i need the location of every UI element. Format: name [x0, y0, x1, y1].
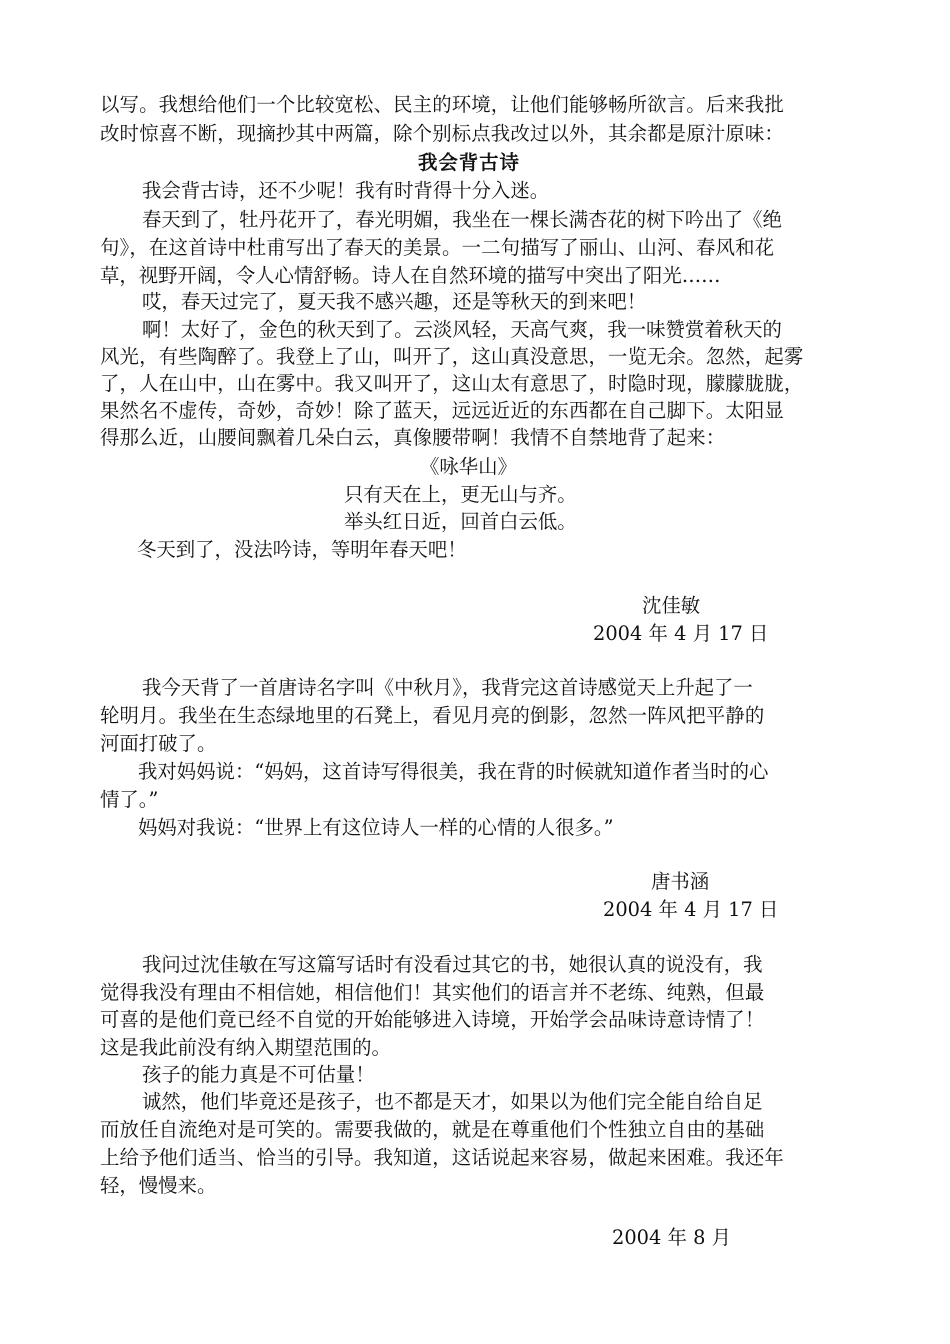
intro-line: 以写。我想给他们一个比较宽松、民主的环境，让他们能够畅所欲言。后来我批: [100, 93, 784, 116]
essay-line: 哎，春天过完了，夏天我不感兴趣，还是等秋天的到来吧！: [142, 290, 647, 313]
essay-title: 我会背古诗: [418, 151, 520, 174]
outro-line: 可喜的是他们竟已经不自觉的开始能够进入诗境，开始学会品味诗意诗情了！: [100, 1008, 765, 1031]
poem-line: 举头红日近，回首白云低。: [344, 510, 577, 533]
author-signature: 沈佳敏: [642, 594, 701, 617]
author-signature: 唐书涵: [651, 870, 710, 893]
outro-line: 而放任自流绝对是可笑的。需要我做的，就是在尊重他们个性独立自由的基础: [100, 1118, 765, 1141]
author-date: 2004 年 4 月 17 日: [603, 898, 779, 921]
essay-line: 妈妈对我说：“世界上有这位诗人一样的心情的人很多。”: [138, 816, 614, 839]
essay-line: 风光，有些陶醉了。我登上了山，叫开了，这山真没意思，一览无余。忽然，起雾: [100, 345, 804, 368]
essay-line: 句》，在这首诗中杜甫写出了春天的美景。一二句描写了丽山、山河、春风和花: [100, 236, 775, 259]
essay-line: 草，视野开阔，令人心情舒畅。诗人在自然环境的描写中突出了阳光……: [100, 264, 721, 287]
essay-line: 果然名不虚传，奇妙，奇妙！除了蓝天，远远近近的东西都在自己脚下。太阳显: [100, 399, 784, 422]
essay-line: 河面打破了。: [100, 732, 217, 755]
outro-line: 孩子的能力真是不可估量！: [142, 1063, 375, 1086]
final-date: 2004 年 8 月: [612, 1226, 731, 1249]
essay-line: 我今天背了一首唐诗名字叫《中秋月》，我背完这首诗感觉天上升起了一: [142, 676, 753, 699]
essay-line: 了，人在山中，山在雾中。我又叫开了，这山太有意思了，时隐时现，朦朦胧胧，: [100, 372, 804, 395]
outro-line: 我问过沈佳敏在写这篇写话时有没看过其它的书，她很认真的说没有，我: [142, 953, 763, 976]
outro-line: 觉得我没有理由不相信她，相信他们！其实他们的语言并不老练、纯熟，但最: [100, 981, 765, 1004]
essay-line: 我对妈妈说：“妈妈，这首诗写得很美，我在背的时候就知道作者当时的心: [138, 760, 769, 783]
intro-line: 改时惊喜不断，现摘抄其中两篇，除个别标点我改过以外，其余都是原汁原味：: [100, 122, 784, 145]
outro-line: 上给予他们适当、恰当的引导。我知道，这话说起来容易，做起来困难。我还年: [100, 1146, 784, 1169]
author-date: 2004 年 4 月 17 日: [593, 622, 769, 645]
essay-line: 轮明月。我坐在生态绿地里的石凳上，看见月亮的倒影，忽然一阵风把平静的: [100, 704, 765, 727]
essay-line: 我会背古诗，还不少呢！我有时背得十分入迷。: [142, 179, 550, 202]
essay-line: 得那么近，山腰间飘着几朵白云，真像腰带啊！我情不自禁地背了起来：: [100, 426, 726, 449]
essay-line: 啊！太好了，金色的秋天到了。云淡风轻，天高气爽，我一味赞赏着秋天的: [142, 318, 782, 341]
outro-line: 诚然，他们毕竟还是孩子，也不都是天才，如果以为他们完全能自给自足: [142, 1090, 763, 1113]
outro-line: 这是我此前没有纳入期望范围的。: [100, 1036, 391, 1059]
essay-closing: 冬天到了，没法吟诗，等明年春天吧！: [137, 538, 467, 561]
outro-line: 轻，慢慢来。: [100, 1174, 217, 1197]
essay-line: 情了。”: [100, 788, 159, 811]
poem-line: 只有天在上，更无山与齐。: [344, 483, 577, 506]
poem-title: 《咏华山》: [420, 455, 517, 478]
essay-line: 春天到了，牡丹花开了，春光明媚，我坐在一棵长满杏花的树下吟出了《绝: [142, 208, 782, 231]
